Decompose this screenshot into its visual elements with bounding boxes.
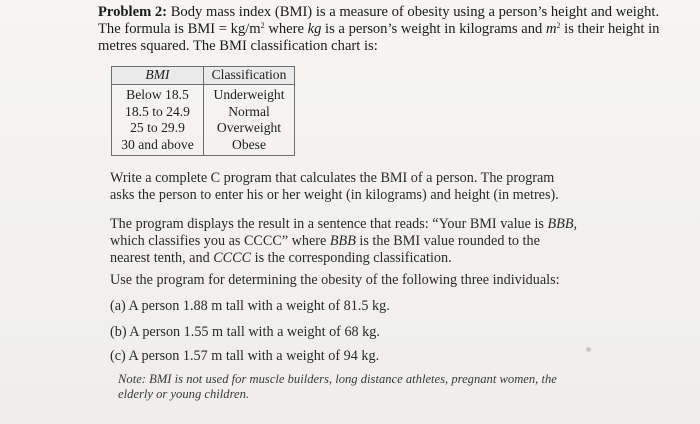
intro-superscript: 2	[260, 21, 265, 31]
decorative-dot	[586, 347, 591, 352]
usage-paragraph: Use the program for determining the obesity of the following three individuals:	[110, 272, 560, 288]
table-header-classification: Classification	[204, 67, 295, 85]
list-item-c: (c) A person 1.57 m tall with a weight of 94 kg.	[110, 348, 380, 364]
p2-text-a: The program displays the result in a sentence that reads: “Your BMI value is	[110, 216, 548, 232]
list-item-a: (a) A person 1.88 m tall with a weight of 81.5 kg.	[110, 298, 390, 314]
problem-intro	[98, 4, 683, 56]
table-cell: Overweight	[216, 120, 282, 135]
p2-text-b: , which classifies you as CCCC” where	[110, 216, 578, 249]
list-item-b: (b) A person 1.55 m tall with a weight of 68 kg.	[110, 324, 380, 340]
bmi-classification-table	[111, 66, 295, 156]
note-text: Note: BMI is not used for muscle builders, long distance athletes, pregnant women, the elderly or young children.	[118, 372, 557, 401]
table-cell: Below 18.5	[126, 87, 189, 102]
intro-text-1: Body mass index (BMI) is a measure of obesity using a person’s height and weight. The formula is BMI = kg/m	[98, 4, 660, 38]
p2-bbb-2: BBB	[329, 233, 356, 249]
p2-cccc: CCCC	[213, 250, 252, 266]
intro-text-4: is their height in metres squared. The BMI classification chart is:	[98, 21, 660, 55]
table-row	[112, 85, 295, 156]
intro-superscript-2: 2	[556, 21, 561, 31]
intro-text-2: where	[264, 21, 308, 38]
classification-column	[204, 85, 295, 156]
p2-text-c: is the BMI value rounded to the nearest tenth, and	[110, 233, 540, 266]
table-header-bmi: BMI	[112, 67, 204, 85]
intro-m: m	[545, 21, 557, 38]
table-header-row	[112, 67, 295, 85]
bmi-range-column	[112, 85, 204, 156]
table-cell: 18.5 to 24.9	[125, 103, 190, 119]
p2-bbb: BBB	[547, 216, 574, 232]
table-cell: Obese	[232, 136, 266, 152]
intro-kg: kg	[307, 21, 322, 38]
table-cell: Underweight	[213, 87, 285, 102]
p2-text-d: is the corresponding classification.	[251, 250, 452, 266]
problem-label: Problem 2:	[98, 4, 168, 20]
table-cell: 30 and above	[121, 136, 194, 152]
table-cell: 25 to 29.9	[130, 120, 185, 135]
output-description-paragraph	[110, 216, 580, 267]
table-cell: Normal	[228, 103, 270, 119]
instruction-paragraph: Write a complete C program that calculates the BMI of a person. The program asks the person to enter his or her weight (in kilograms) and height (in metres).	[110, 170, 559, 203]
intro-text-3: is a person’s weight in kilograms and	[321, 21, 546, 38]
